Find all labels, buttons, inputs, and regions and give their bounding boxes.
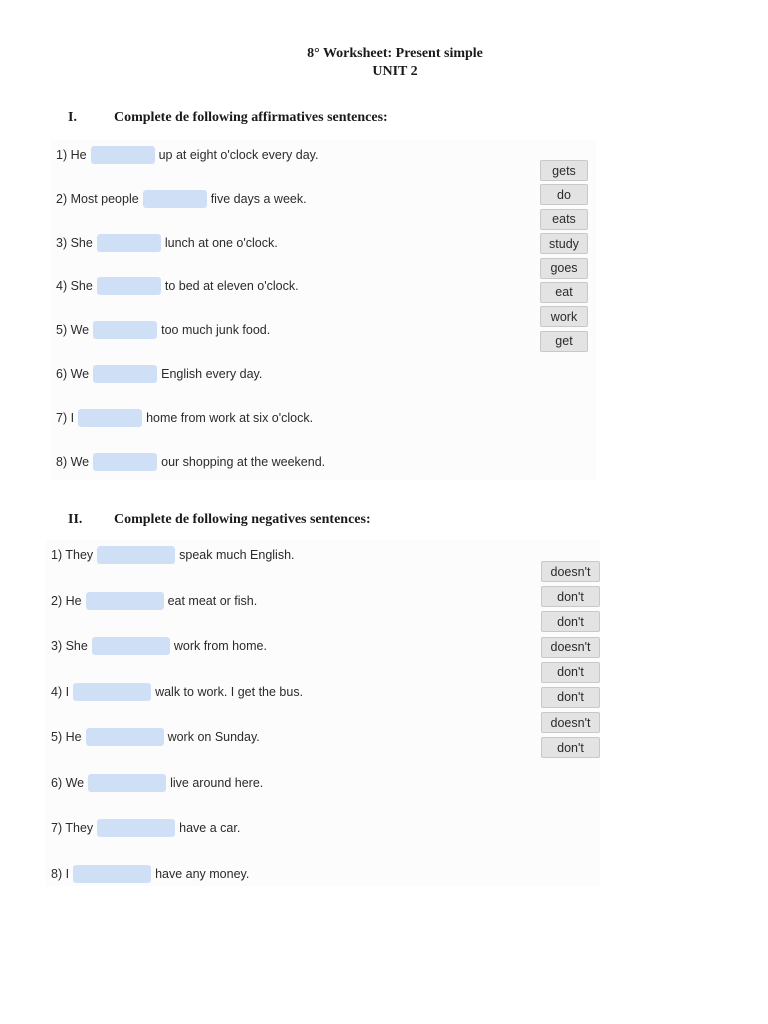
worksheet-title: 8° Worksheet: Present simple bbox=[307, 46, 483, 61]
sentence-start: 5) He bbox=[51, 730, 82, 744]
sentence-row bbox=[51, 682, 303, 702]
section-1-title: Complete de following affirmatives sentences: bbox=[114, 110, 388, 125]
section-2-heading bbox=[68, 512, 468, 530]
sentence-start: 4) She bbox=[56, 279, 93, 294]
sentence-start: 6) We bbox=[56, 367, 90, 381]
sentence-start: 1) They bbox=[51, 548, 94, 562]
sentence-end: too much junk food. bbox=[161, 323, 271, 338]
word-chip[interactable]: eat bbox=[540, 282, 588, 303]
word-chip[interactable]: gets bbox=[540, 160, 588, 181]
sentence-row bbox=[56, 364, 262, 384]
sentence-end: walk to work. I get the bus. bbox=[155, 684, 304, 699]
answer-drop-zone[interactable] bbox=[73, 683, 151, 701]
answer-drop-zone[interactable] bbox=[86, 728, 164, 746]
section-1-heading bbox=[68, 110, 468, 128]
word-chip[interactable]: don't bbox=[541, 611, 600, 632]
word-chip[interactable]: don't bbox=[541, 586, 600, 607]
exercise-1-panel bbox=[50, 140, 596, 480]
sentence-end: work on Sunday. bbox=[167, 730, 260, 744]
sentence-row bbox=[56, 189, 307, 209]
worksheet-subtitle: UNIT 2 bbox=[372, 64, 418, 79]
sentence-end: have a car. bbox=[179, 821, 241, 835]
sentence-row bbox=[51, 545, 295, 565]
sentence-end: our shopping at the weekend. bbox=[161, 454, 326, 469]
sentence-end: lunch at one o'clock. bbox=[164, 235, 278, 250]
answer-drop-zone[interactable] bbox=[97, 819, 175, 837]
section-2-title: Complete de following negatives sentences: bbox=[114, 512, 371, 527]
word-chip[interactable]: eats bbox=[540, 209, 588, 230]
sentence-row bbox=[56, 276, 299, 296]
word-bank-2 bbox=[541, 561, 600, 763]
answer-drop-zone[interactable] bbox=[78, 409, 142, 427]
answer-drop-zone[interactable] bbox=[92, 637, 170, 655]
word-chip[interactable]: study bbox=[540, 233, 588, 254]
word-chip[interactable]: don't bbox=[541, 662, 600, 683]
sentence-row bbox=[56, 233, 278, 253]
sentence-end: eat meat or fish. bbox=[167, 593, 258, 608]
word-bank-1 bbox=[540, 160, 588, 355]
exercise-2-panel bbox=[46, 540, 600, 886]
answer-drop-zone[interactable] bbox=[97, 234, 161, 252]
sentence-row bbox=[51, 864, 249, 884]
word-chip[interactable]: doesn't bbox=[541, 561, 600, 582]
sentence-row bbox=[56, 320, 270, 340]
sentence-start: 3) She bbox=[51, 639, 88, 653]
sentence-start: 1) He bbox=[56, 148, 87, 162]
sentence-end: five days a week. bbox=[210, 191, 307, 206]
word-chip[interactable]: goes bbox=[540, 258, 588, 279]
sentence-row bbox=[51, 591, 257, 611]
sentence-start: 3) She bbox=[56, 235, 93, 250]
section-2-number: II. bbox=[68, 512, 83, 527]
answer-drop-zone[interactable] bbox=[97, 546, 175, 564]
word-chip[interactable]: don't bbox=[541, 687, 600, 708]
sentence-start: 7) I bbox=[56, 410, 75, 425]
word-chip[interactable]: get bbox=[540, 331, 588, 352]
answer-drop-zone[interactable] bbox=[86, 592, 164, 610]
sentence-end: up at eight o'clock every day. bbox=[158, 148, 319, 162]
answer-drop-zone[interactable] bbox=[143, 190, 207, 208]
sentence-end: live around here. bbox=[170, 775, 264, 790]
answer-drop-zone[interactable] bbox=[73, 865, 151, 883]
word-chip[interactable]: don't bbox=[541, 737, 600, 758]
sentence-row bbox=[51, 727, 260, 747]
answer-drop-zone[interactable] bbox=[97, 277, 161, 295]
sentence-end: have any money. bbox=[155, 866, 250, 881]
sentence-row bbox=[51, 773, 263, 793]
sentence-start: 4) I bbox=[51, 684, 70, 699]
answer-drop-zone[interactable] bbox=[88, 774, 166, 792]
sentence-start: 2) He bbox=[51, 593, 82, 608]
word-chip[interactable]: doesn't bbox=[541, 712, 600, 733]
answer-drop-zone[interactable] bbox=[93, 453, 157, 471]
answer-drop-zone[interactable] bbox=[93, 321, 157, 339]
sentence-start: 8) We bbox=[56, 454, 90, 469]
sentence-row bbox=[56, 452, 325, 472]
section-1-number: I. bbox=[68, 110, 77, 125]
answer-drop-zone[interactable] bbox=[93, 365, 157, 383]
sentence-start: 8) I bbox=[51, 866, 70, 881]
answer-drop-zone[interactable] bbox=[91, 146, 155, 164]
sentence-start: 5) We bbox=[56, 323, 90, 338]
sentence-row bbox=[51, 818, 240, 838]
sentence-end: English every day. bbox=[161, 367, 263, 381]
sentence-end: speak much English. bbox=[179, 548, 295, 562]
sentence-start: 2) Most people bbox=[56, 191, 139, 206]
sentence-row bbox=[56, 145, 318, 165]
word-chip[interactable]: do bbox=[540, 184, 588, 205]
sentence-end: to bed at eleven o'clock. bbox=[164, 279, 299, 294]
sentence-row bbox=[51, 636, 267, 656]
sentence-end: home from work at six o'clock. bbox=[146, 410, 314, 425]
sentence-end: work from home. bbox=[173, 639, 267, 653]
word-chip[interactable]: work bbox=[540, 306, 588, 327]
sentence-start: 7) They bbox=[51, 821, 94, 835]
sentence-start: 6) We bbox=[51, 775, 85, 790]
sentence-row bbox=[56, 408, 313, 428]
word-chip[interactable]: doesn't bbox=[541, 637, 600, 658]
